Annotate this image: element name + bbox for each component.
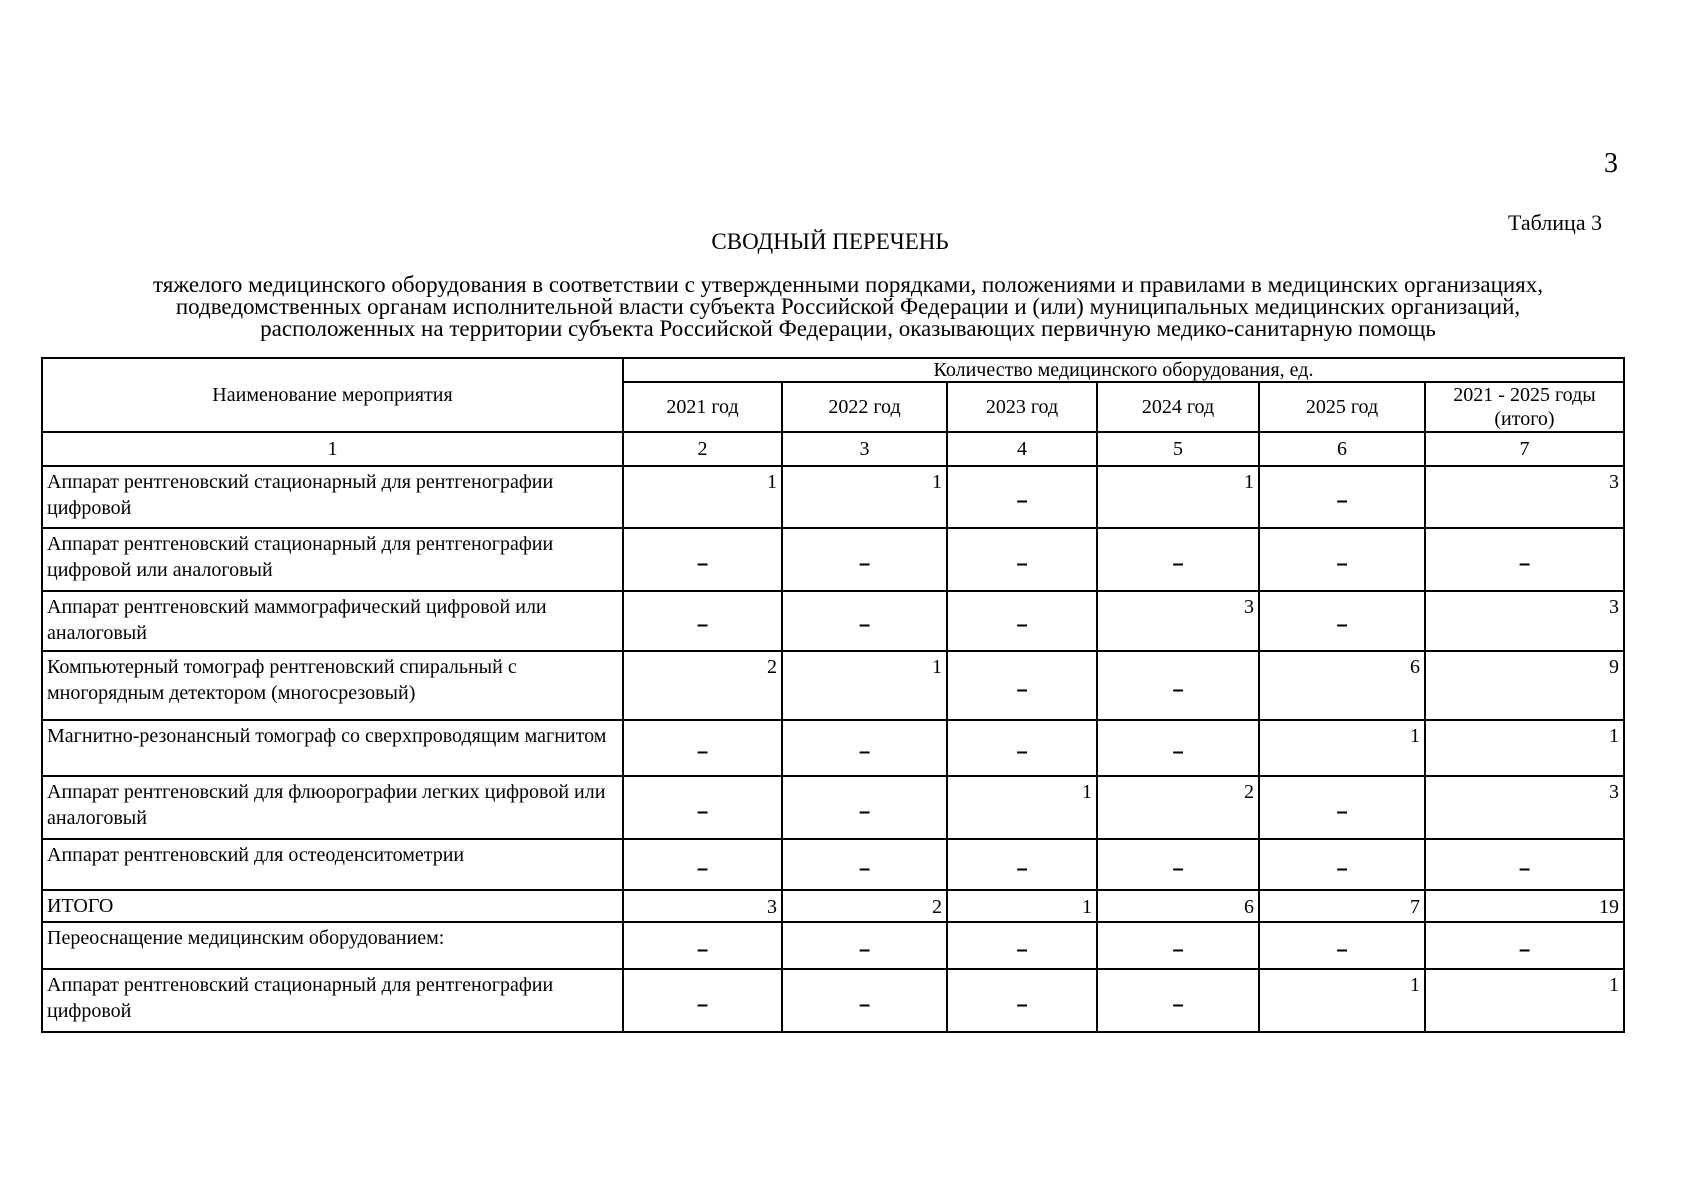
empty-value-dash: – <box>947 651 1097 720</box>
column-number: 7 <box>1425 432 1624 466</box>
header-year: 2025 год <box>1259 382 1425 432</box>
table-row <box>42 528 1624 591</box>
quantity-value: 3 <box>1425 591 1624 651</box>
empty-value-dash: – <box>1097 922 1259 969</box>
quantity-value: 3 <box>1425 466 1624 528</box>
column-number: 5 <box>1097 432 1259 466</box>
empty-value-dash: – <box>947 839 1097 890</box>
empty-value-dash: – <box>947 922 1097 969</box>
column-number: 4 <box>947 432 1097 466</box>
quantity-value: 1 <box>947 890 1097 922</box>
quantity-value: 1 <box>782 466 947 528</box>
table-row <box>42 591 1624 651</box>
equipment-name: Магнитно-резонансный томограф со сверхпроводящим магнитом <box>42 720 623 776</box>
empty-value-dash: – <box>1259 922 1425 969</box>
empty-value-dash: – <box>782 969 947 1032</box>
quantity-value: 19 <box>1425 890 1624 922</box>
equipment-name: Аппарат рентгеновский для остеоденситометрии <box>42 839 623 890</box>
empty-value-dash: – <box>1097 528 1259 591</box>
empty-value-dash: – <box>947 591 1097 651</box>
empty-value-dash: – <box>623 591 782 651</box>
empty-value-dash: – <box>947 466 1097 528</box>
table-row <box>42 720 1624 776</box>
quantity-value: 1 <box>1259 720 1425 776</box>
subtitle-line: расположенных на территории субъекта Российской Федерации, оказывающих первичную медико-санитарную помощь <box>260 316 1436 341</box>
table-row <box>42 776 1624 839</box>
equipment-name: ИТОГО <box>42 890 623 922</box>
empty-value-dash: – <box>1425 839 1624 890</box>
equipment-name: Аппарат рентгеновский стационарный для рентгенографии цифровой <box>42 466 623 528</box>
quantity-value: 1 <box>1425 720 1624 776</box>
empty-value-dash: – <box>1425 922 1624 969</box>
column-number: 1 <box>42 432 623 466</box>
column-number: 2 <box>623 432 782 466</box>
empty-value-dash: – <box>1259 776 1425 839</box>
empty-value-dash: – <box>623 720 782 776</box>
empty-value-dash: – <box>782 720 947 776</box>
header-year: 2023 год <box>947 382 1097 432</box>
empty-value-dash: – <box>1425 528 1624 591</box>
subtitle-line: подведомственных органам исполнительной власти субъекта Российской Федерации и (или) муниципальных медицинских организаций, <box>175 294 1521 319</box>
equipment-name: Аппарат рентгеновский стационарный для рентгенографии цифровой или аналоговый <box>42 528 623 591</box>
table-row <box>42 969 1624 1032</box>
empty-value-dash: – <box>1097 651 1259 720</box>
empty-value-dash: – <box>782 528 947 591</box>
equipment-name: Компьютерный томограф рентгеновский спиральный с многорядным детектором (многосрезовый) <box>42 651 623 720</box>
empty-value-dash: – <box>1259 591 1425 651</box>
header-total-line1: 2021 - 2025 годы <box>1453 384 1596 406</box>
quantity-value: 2 <box>782 890 947 922</box>
table-row <box>42 466 1624 528</box>
header-name-column: Наименование мероприятия <box>42 358 623 432</box>
equipment-name: Аппарат рентгеновский для флюорографии легких цифровой или аналоговый <box>42 776 623 839</box>
empty-value-dash: – <box>623 776 782 839</box>
quantity-value: 1 <box>947 776 1097 839</box>
quantity-value: 3 <box>1425 776 1624 839</box>
empty-value-dash: – <box>782 922 947 969</box>
quantity-value: 9 <box>1425 651 1624 720</box>
header-total-line2: (итого) <box>1494 408 1555 430</box>
header-year: 2024 год <box>1097 382 1259 432</box>
table-row <box>42 922 1624 969</box>
empty-value-dash: – <box>623 839 782 890</box>
empty-value-dash: – <box>1097 969 1259 1032</box>
table-label: Таблица 3 <box>1508 210 1603 235</box>
quantity-value: 1 <box>1097 466 1259 528</box>
document-subtitle <box>40 274 1656 340</box>
header-quantity-group: Количество медицинского оборудования, ед. <box>623 358 1624 382</box>
column-number: 6 <box>1259 432 1425 466</box>
quantity-value: 6 <box>1259 651 1425 720</box>
page-number: 3 <box>1604 148 1618 179</box>
empty-value-dash: – <box>623 922 782 969</box>
equipment-table <box>41 357 1625 1033</box>
subtitle-line: тяжелого медицинского оборудования в соответствии с утвержденными порядками, положениями и правилами в медицинских организациях, <box>152 272 1544 297</box>
empty-value-dash: – <box>1259 466 1425 528</box>
quantity-value: 3 <box>623 890 782 922</box>
empty-value-dash: – <box>623 969 782 1032</box>
empty-value-dash: – <box>947 528 1097 591</box>
document-title: СВОДНЫЙ ПЕРЕЧЕНЬ <box>711 229 949 254</box>
empty-value-dash: – <box>1097 720 1259 776</box>
equipment-name: Аппарат рентгеновский стационарный для рентгенографии цифровой <box>42 969 623 1032</box>
empty-value-dash: – <box>1259 528 1425 591</box>
column-number: 3 <box>782 432 947 466</box>
total-row <box>42 890 1624 922</box>
quantity-value: 6 <box>1097 890 1259 922</box>
quantity-value: 1 <box>1259 969 1425 1032</box>
empty-value-dash: – <box>782 839 947 890</box>
quantity-value: 3 <box>1097 591 1259 651</box>
quantity-value: 1 <box>623 466 782 528</box>
quantity-value: 2 <box>623 651 782 720</box>
empty-value-dash: – <box>1097 839 1259 890</box>
empty-value-dash: – <box>947 969 1097 1032</box>
quantity-value: 7 <box>1259 890 1425 922</box>
header-total <box>1425 382 1624 432</box>
empty-value-dash: – <box>947 720 1097 776</box>
header-year: 2022 год <box>782 382 947 432</box>
table-row <box>42 839 1624 890</box>
table-row <box>42 651 1624 720</box>
empty-value-dash: – <box>782 591 947 651</box>
equipment-name: Переоснащение медицинским оборудованием: <box>42 922 623 969</box>
quantity-value: 1 <box>782 651 947 720</box>
empty-value-dash: – <box>1259 839 1425 890</box>
empty-value-dash: – <box>782 776 947 839</box>
quantity-value: 2 <box>1097 776 1259 839</box>
quantity-value: 1 <box>1425 969 1624 1032</box>
equipment-name: Аппарат рентгеновский маммографический цифровой или аналоговый <box>42 591 623 651</box>
column-number-row <box>42 432 1624 466</box>
header-year: 2021 год <box>623 382 782 432</box>
empty-value-dash: – <box>623 528 782 591</box>
